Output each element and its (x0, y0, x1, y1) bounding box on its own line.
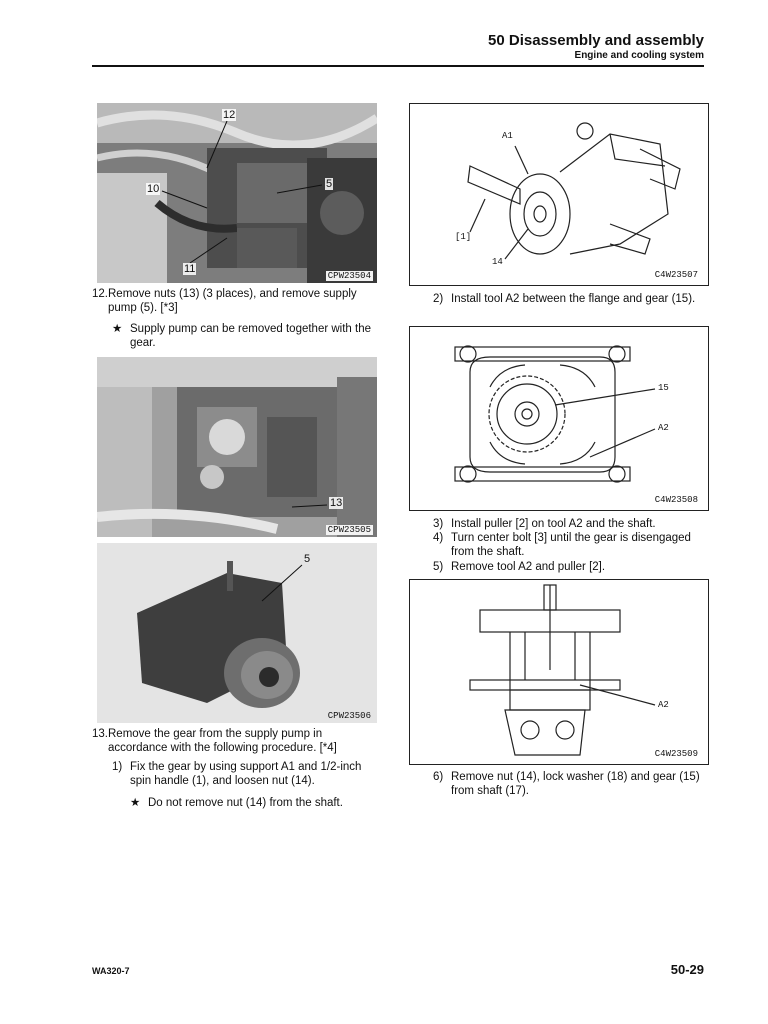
engine-photo-1-art (97, 103, 377, 283)
figure-caption: C4W23508 (654, 495, 698, 505)
step-number: 12. (92, 288, 108, 300)
callout-12: 12 (223, 109, 236, 121)
sub-step-text: Remove tool A2 and puller [2]. (451, 561, 606, 573)
engine-photo-2-art (97, 357, 377, 537)
sub-step-number: 3) (433, 518, 444, 530)
drawing-tool-a2-art (410, 327, 709, 511)
drawing-puller (409, 579, 709, 765)
step-text: Remove the gear from the supply pump in accordance with the following procedure. [*4] (108, 728, 337, 754)
callout-11: 11 (184, 263, 196, 275)
step-13-sub-1 (112, 760, 380, 788)
model-number: WA320-7 (92, 966, 130, 976)
step-13-sub-1-note (130, 796, 380, 810)
sub-step-number: 5) (433, 561, 444, 573)
note-text: Do not remove nut (14) from the shaft. (148, 797, 343, 809)
sub-step-text: Install puller [2] on tool A2 and the shaft. (451, 518, 656, 530)
callout-tool-1: [1] (455, 232, 472, 242)
sub-step-5 (433, 560, 709, 574)
page-number: 50-29 (670, 962, 704, 977)
header-rule (92, 65, 704, 67)
figure-caption: CPW23504 (327, 271, 371, 281)
sub-step-number: 6) (433, 771, 444, 783)
sub-step-6 (433, 770, 709, 798)
callout-a2: A2 (658, 423, 669, 433)
callout-5: 5 (326, 178, 333, 190)
star-icon: ★ (112, 323, 123, 335)
step-13 (92, 727, 382, 755)
step-12 (92, 287, 378, 315)
engine-photo-2 (97, 357, 377, 537)
step-12-note (112, 322, 380, 350)
sub-step-2 (433, 292, 709, 306)
drawing-tool-a2 (409, 326, 709, 511)
callout-14: 14 (492, 257, 503, 267)
drawing-puller-art (410, 580, 709, 765)
step-number: 13. (92, 728, 108, 740)
step-text: Remove nuts (13) (3 places), and remove supply pump (5). [*3] (108, 288, 357, 314)
supply-pump-photo (97, 543, 377, 723)
sub-step-text: Turn center bolt [3] until the gear is disengaged from the shaft. (451, 532, 691, 558)
sub-step-number: 4) (433, 532, 444, 544)
section-title: 50 Disassembly and assembly (488, 32, 704, 49)
drawing-support-a1-art (410, 104, 709, 286)
sub-step-text: Remove nut (14), lock washer (18) and gear (15) from shaft (17). (451, 771, 700, 797)
callout-a2: A2 (658, 700, 669, 710)
callout-13: 13 (330, 497, 343, 509)
supply-pump-photo-art (97, 543, 377, 723)
figure-caption: C4W23509 (654, 749, 698, 759)
figure-caption: CPW23505 (327, 525, 371, 535)
callout-a1: A1 (502, 131, 513, 141)
callout-5: 5 (304, 553, 311, 565)
figure-caption: CPW23506 (327, 711, 371, 721)
star-icon: ★ (130, 797, 141, 809)
figure-caption: C4W23507 (654, 270, 698, 280)
sub-step-text: Install tool A2 between the flange and gear (15). (451, 293, 696, 305)
sub-step-text: Fix the gear by using support A1 and 1/2-inch spin handle (1), and loosen nut (14). (130, 761, 362, 787)
sub-step-3 (433, 517, 709, 531)
callout-15: 15 (658, 383, 669, 393)
note-text: Supply pump can be removed together with the gear. (130, 323, 372, 349)
callout-10: 10 (147, 183, 160, 195)
drawing-support-a1 (409, 103, 709, 286)
engine-photo-1 (97, 103, 377, 283)
section-subtitle: Engine and cooling system (574, 50, 704, 61)
sub-step-number: 2) (433, 293, 444, 305)
sub-step-4 (433, 531, 709, 559)
sub-step-number: 1) (112, 761, 123, 773)
